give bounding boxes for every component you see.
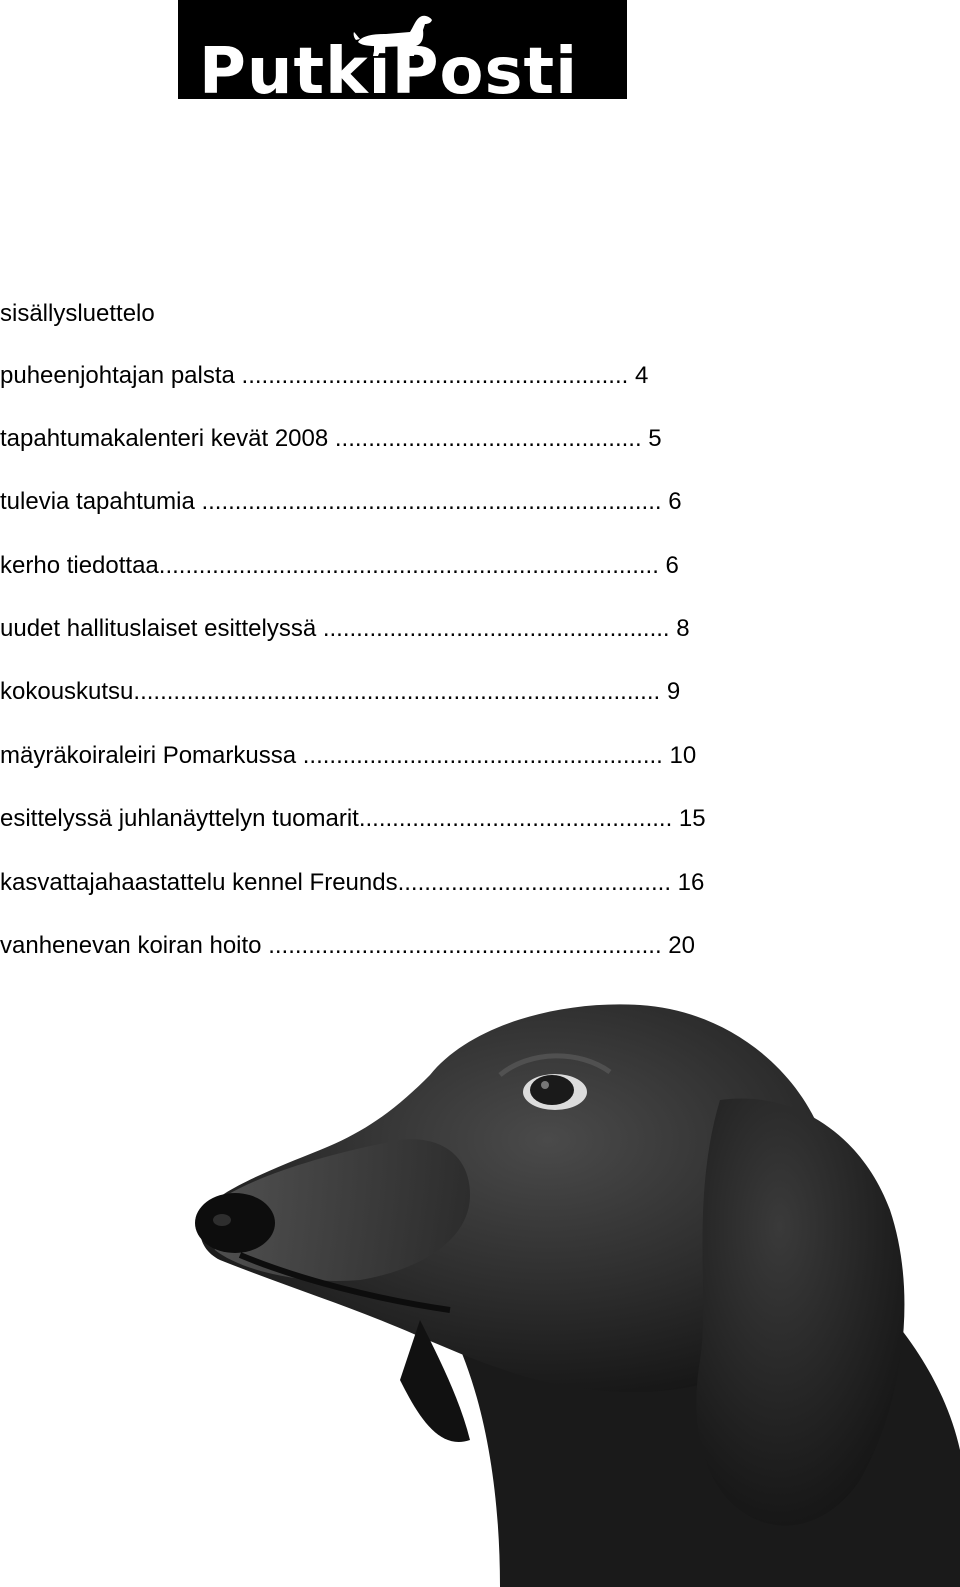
toc-entry[interactable] xyxy=(0,361,800,391)
toc-entry-page: 8 xyxy=(669,615,690,642)
toc-entry-leader: ......................................... xyxy=(397,869,671,896)
toc-entry-leader: .................................................... xyxy=(316,615,670,642)
toc-entry[interactable] xyxy=(0,741,800,771)
toc-entry-title: tulevia tapahtumia xyxy=(0,488,195,515)
toc-entry-leader: .............................................. xyxy=(328,425,642,452)
toc-entry-leader: ........................................................................... xyxy=(158,552,659,579)
toc-entry-leader: ............................................................................... xyxy=(133,678,661,705)
dachshund-photo xyxy=(0,980,960,1587)
toc-entry-page: 6 xyxy=(658,552,679,579)
toc-entry[interactable] xyxy=(0,614,800,644)
toc-entry-page: 4 xyxy=(628,362,649,389)
toc-entry[interactable] xyxy=(0,931,800,961)
toc-entry-title: puheenjohtajan palsta xyxy=(0,362,235,389)
toc-entry-title: kerho tiedottaa xyxy=(0,552,159,579)
toc-entry[interactable] xyxy=(0,551,800,581)
toc-entry-leader: ........................................................... xyxy=(261,932,662,959)
toc-entry-leader: ...................................................... xyxy=(296,742,663,769)
toc-entry-title: kasvattajahaastattelu kennel Freunds xyxy=(0,869,398,896)
toc-entry-title: esittelyssä juhlanäyttelyn tuomarit xyxy=(0,805,359,832)
toc-entry-leader: ............................................... xyxy=(358,805,673,832)
toc-entry-title: tapahtumakalenteri kevät 2008 xyxy=(0,425,329,452)
toc-entry-title: mäyräkoiraleiri Pomarkussa xyxy=(0,742,297,769)
toc-entry-page: 6 xyxy=(661,488,682,515)
toc-entry-leader: .......................................................... xyxy=(234,362,629,389)
toc-entry-page: 16 xyxy=(670,869,705,896)
masthead xyxy=(178,0,627,99)
toc-entry[interactable] xyxy=(0,677,800,707)
toc-entry-page: 5 xyxy=(641,425,662,452)
toc-entry-page: 10 xyxy=(662,742,697,769)
toc-heading: sisällysluettelo xyxy=(0,300,155,327)
toc-entry-page: 15 xyxy=(672,805,706,832)
toc-entry[interactable] xyxy=(0,487,800,517)
toc-entry[interactable] xyxy=(0,804,800,834)
toc-entry-page: 20 xyxy=(661,932,695,959)
toc-entry-leader: ..................................................................... xyxy=(194,488,662,515)
masthead-title: PutkiPosti xyxy=(199,35,579,99)
toc-entry[interactable] xyxy=(0,868,800,898)
toc-entry-page: 9 xyxy=(660,678,681,705)
toc-entry-title: kokouskutsu xyxy=(0,678,134,705)
toc-entry-title: vanhenevan koiran hoito xyxy=(0,932,262,959)
toc-entry-title: uudet hallituslaiset esittelyssä xyxy=(0,615,317,642)
toc-entry[interactable] xyxy=(0,424,800,454)
